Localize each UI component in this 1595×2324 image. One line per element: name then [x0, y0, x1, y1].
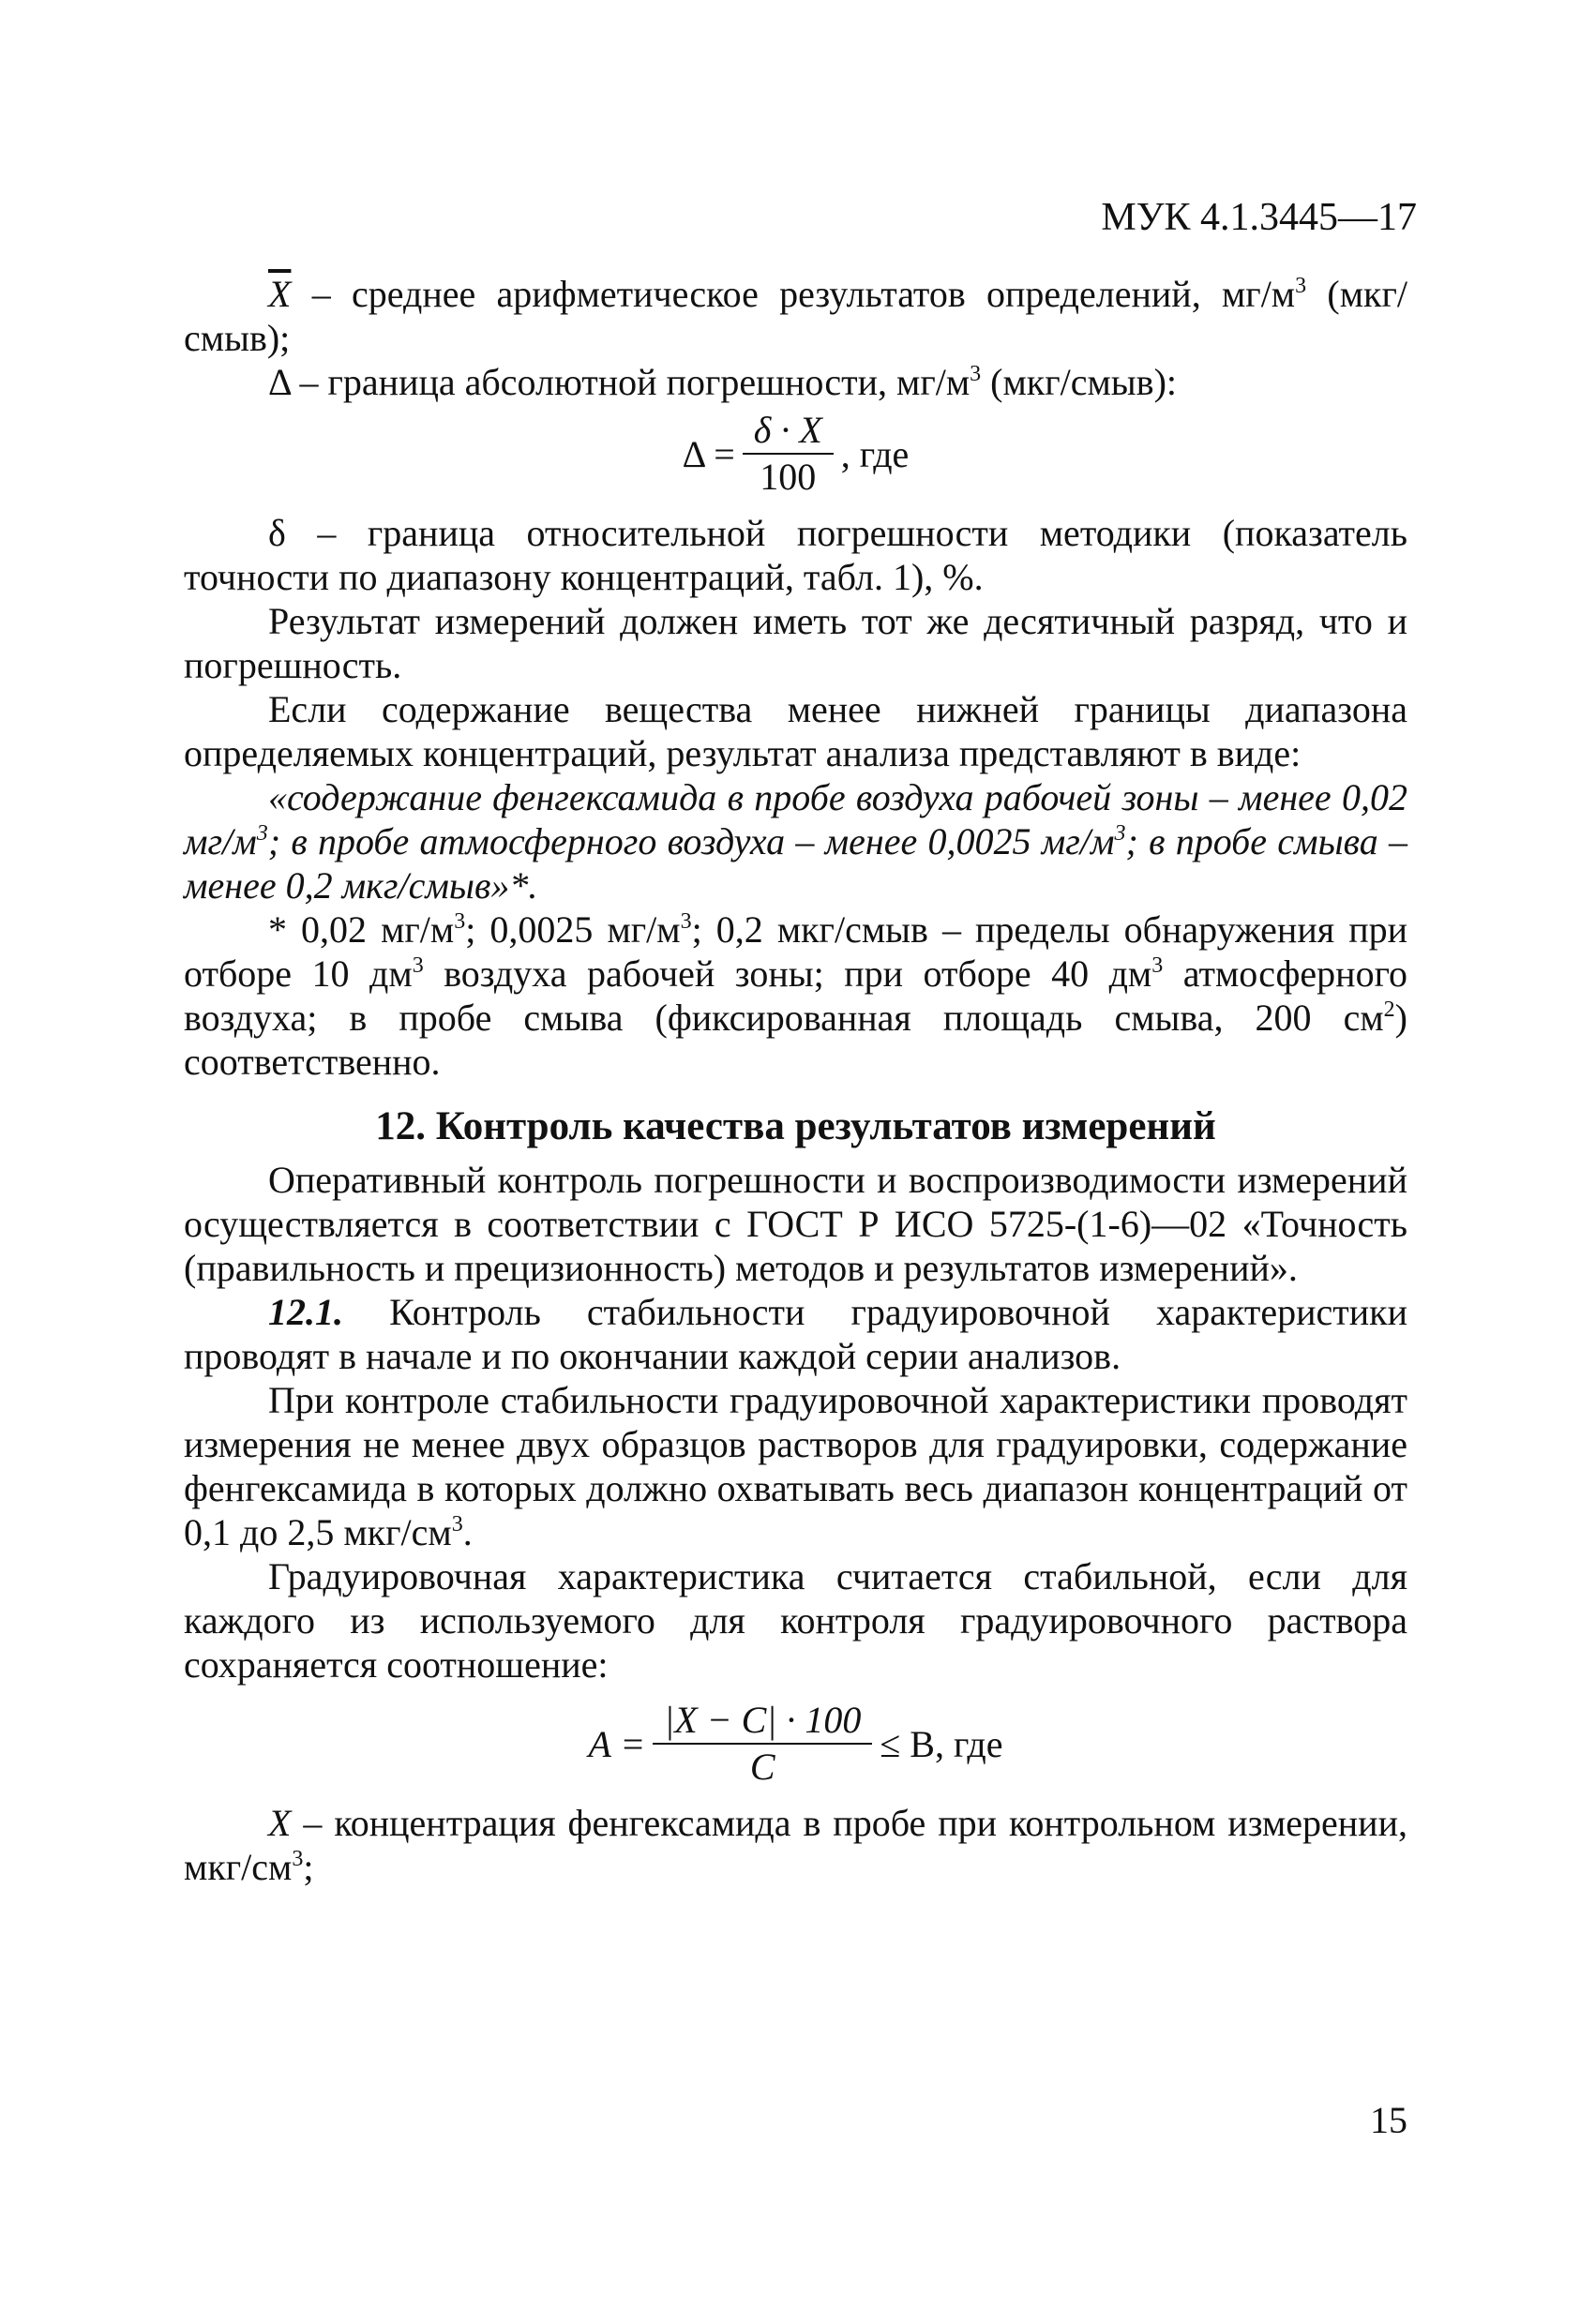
x-bar-symbol: $\overline{X}$: [268, 273, 292, 315]
definition-x-control: X – концентрация фенгексамида в пробе при контрольном измерении, мкг/$см^3$;: [184, 1802, 1407, 1888]
paragraph-operative-control: Оперативный контроль погрешности и воспроизводимости измерений осуществляется в соответствии с ГОСТ Р ИСО 5725-(1-6)—02 «Точность (правильность и прецизионность) методов и результатов измерений».: [184, 1159, 1407, 1289]
fraction-denominator: 100: [760, 456, 817, 498]
formula-suffix: ≤ B, где: [880, 1722, 1003, 1765]
paragraph-result: Результат измерений должен иметь тот же десятичный разряд, что и погрешность.: [184, 600, 1407, 686]
formula-lhs: A =: [588, 1722, 646, 1765]
result-quote: «содержание фенгексамида в пробе воздуха рабочей зоны – менее 0,02 $мг/м^3$; в пробе атмосферного воздуха – менее 0,0025 $мг/м^3$; в пробе смыва – менее 0,2 мкг/смыв»*.: [184, 776, 1407, 907]
page-number: 15: [1370, 2099, 1407, 2141]
document-code: МУК 4.1.3445—17: [1101, 196, 1417, 239]
x-symbol: X: [268, 1802, 292, 1844]
fraction: [653, 1700, 872, 1788]
fraction-numerator: |X − C| · 100: [653, 1700, 872, 1745]
paragraph-below-limit: Если содержание вещества менее нижней границы диапазона определяемых концентраций, результат анализа представляют в виде:: [184, 688, 1407, 774]
footnote: * 0,02 $мг/м^3$; 0,0025 $мг/м^3$; 0,2 мкг/смыв – пределы обнаружения при отборе 10 $дм^3$ воздуха рабочей зоны; при отборе 40 $дм^3$ атмосферного воздуха; в пробе смыва (фиксированная площадь смыва, 200 $см^2$) соответственно.: [184, 908, 1408, 1083]
definition-x-mean: $\overline{X}$ – среднее арифметическое результатов определений, $мг/м^3$ (мкг/смыв);: [184, 273, 1407, 359]
section-heading: 12. Контроль качества результатов измерений: [375, 1104, 1216, 1148]
formula-suffix: , где: [840, 432, 910, 475]
formula-delta: [184, 410, 1407, 498]
formula-lhs: Δ =: [682, 432, 735, 475]
paragraph-stability-check: При контроле стабильности градуировочной характеристики проводят измерения не менее двух образцов растворов для градуировки, содержание фенгексамида в которых должно охватывать весь диапазон концентраций от 0,1 до 2,5 мкг/$см^3$.: [184, 1379, 1407, 1553]
body-text: [184, 272, 1407, 1889]
paragraph-12-1: 12.1. Контроль стабильности градуировочной характеристики проводят в начале и по окончании каждой серии анализов.: [184, 1291, 1407, 1377]
fraction: [743, 410, 834, 498]
clause-number: 12.1.: [268, 1291, 343, 1333]
fraction-denominator: C: [749, 1746, 775, 1788]
paragraph-stability-criterion: Градуировочная характеристика считается стабильной, если для каждого из используемого для контроля градуировочного раствора сохраняется соотношение:: [184, 1555, 1407, 1686]
fraction-numerator: δ · X: [743, 410, 834, 455]
formula-a: [184, 1700, 1407, 1788]
definition-relative-error: δ – граница относительной погрешности методики (показатель точности по диапазону концентраций, табл. 1), %.: [184, 512, 1407, 598]
definition-delta: Δ – граница абсолютной погрешности, $мг/м^3$ (мкг/смыв):: [268, 361, 1178, 403]
